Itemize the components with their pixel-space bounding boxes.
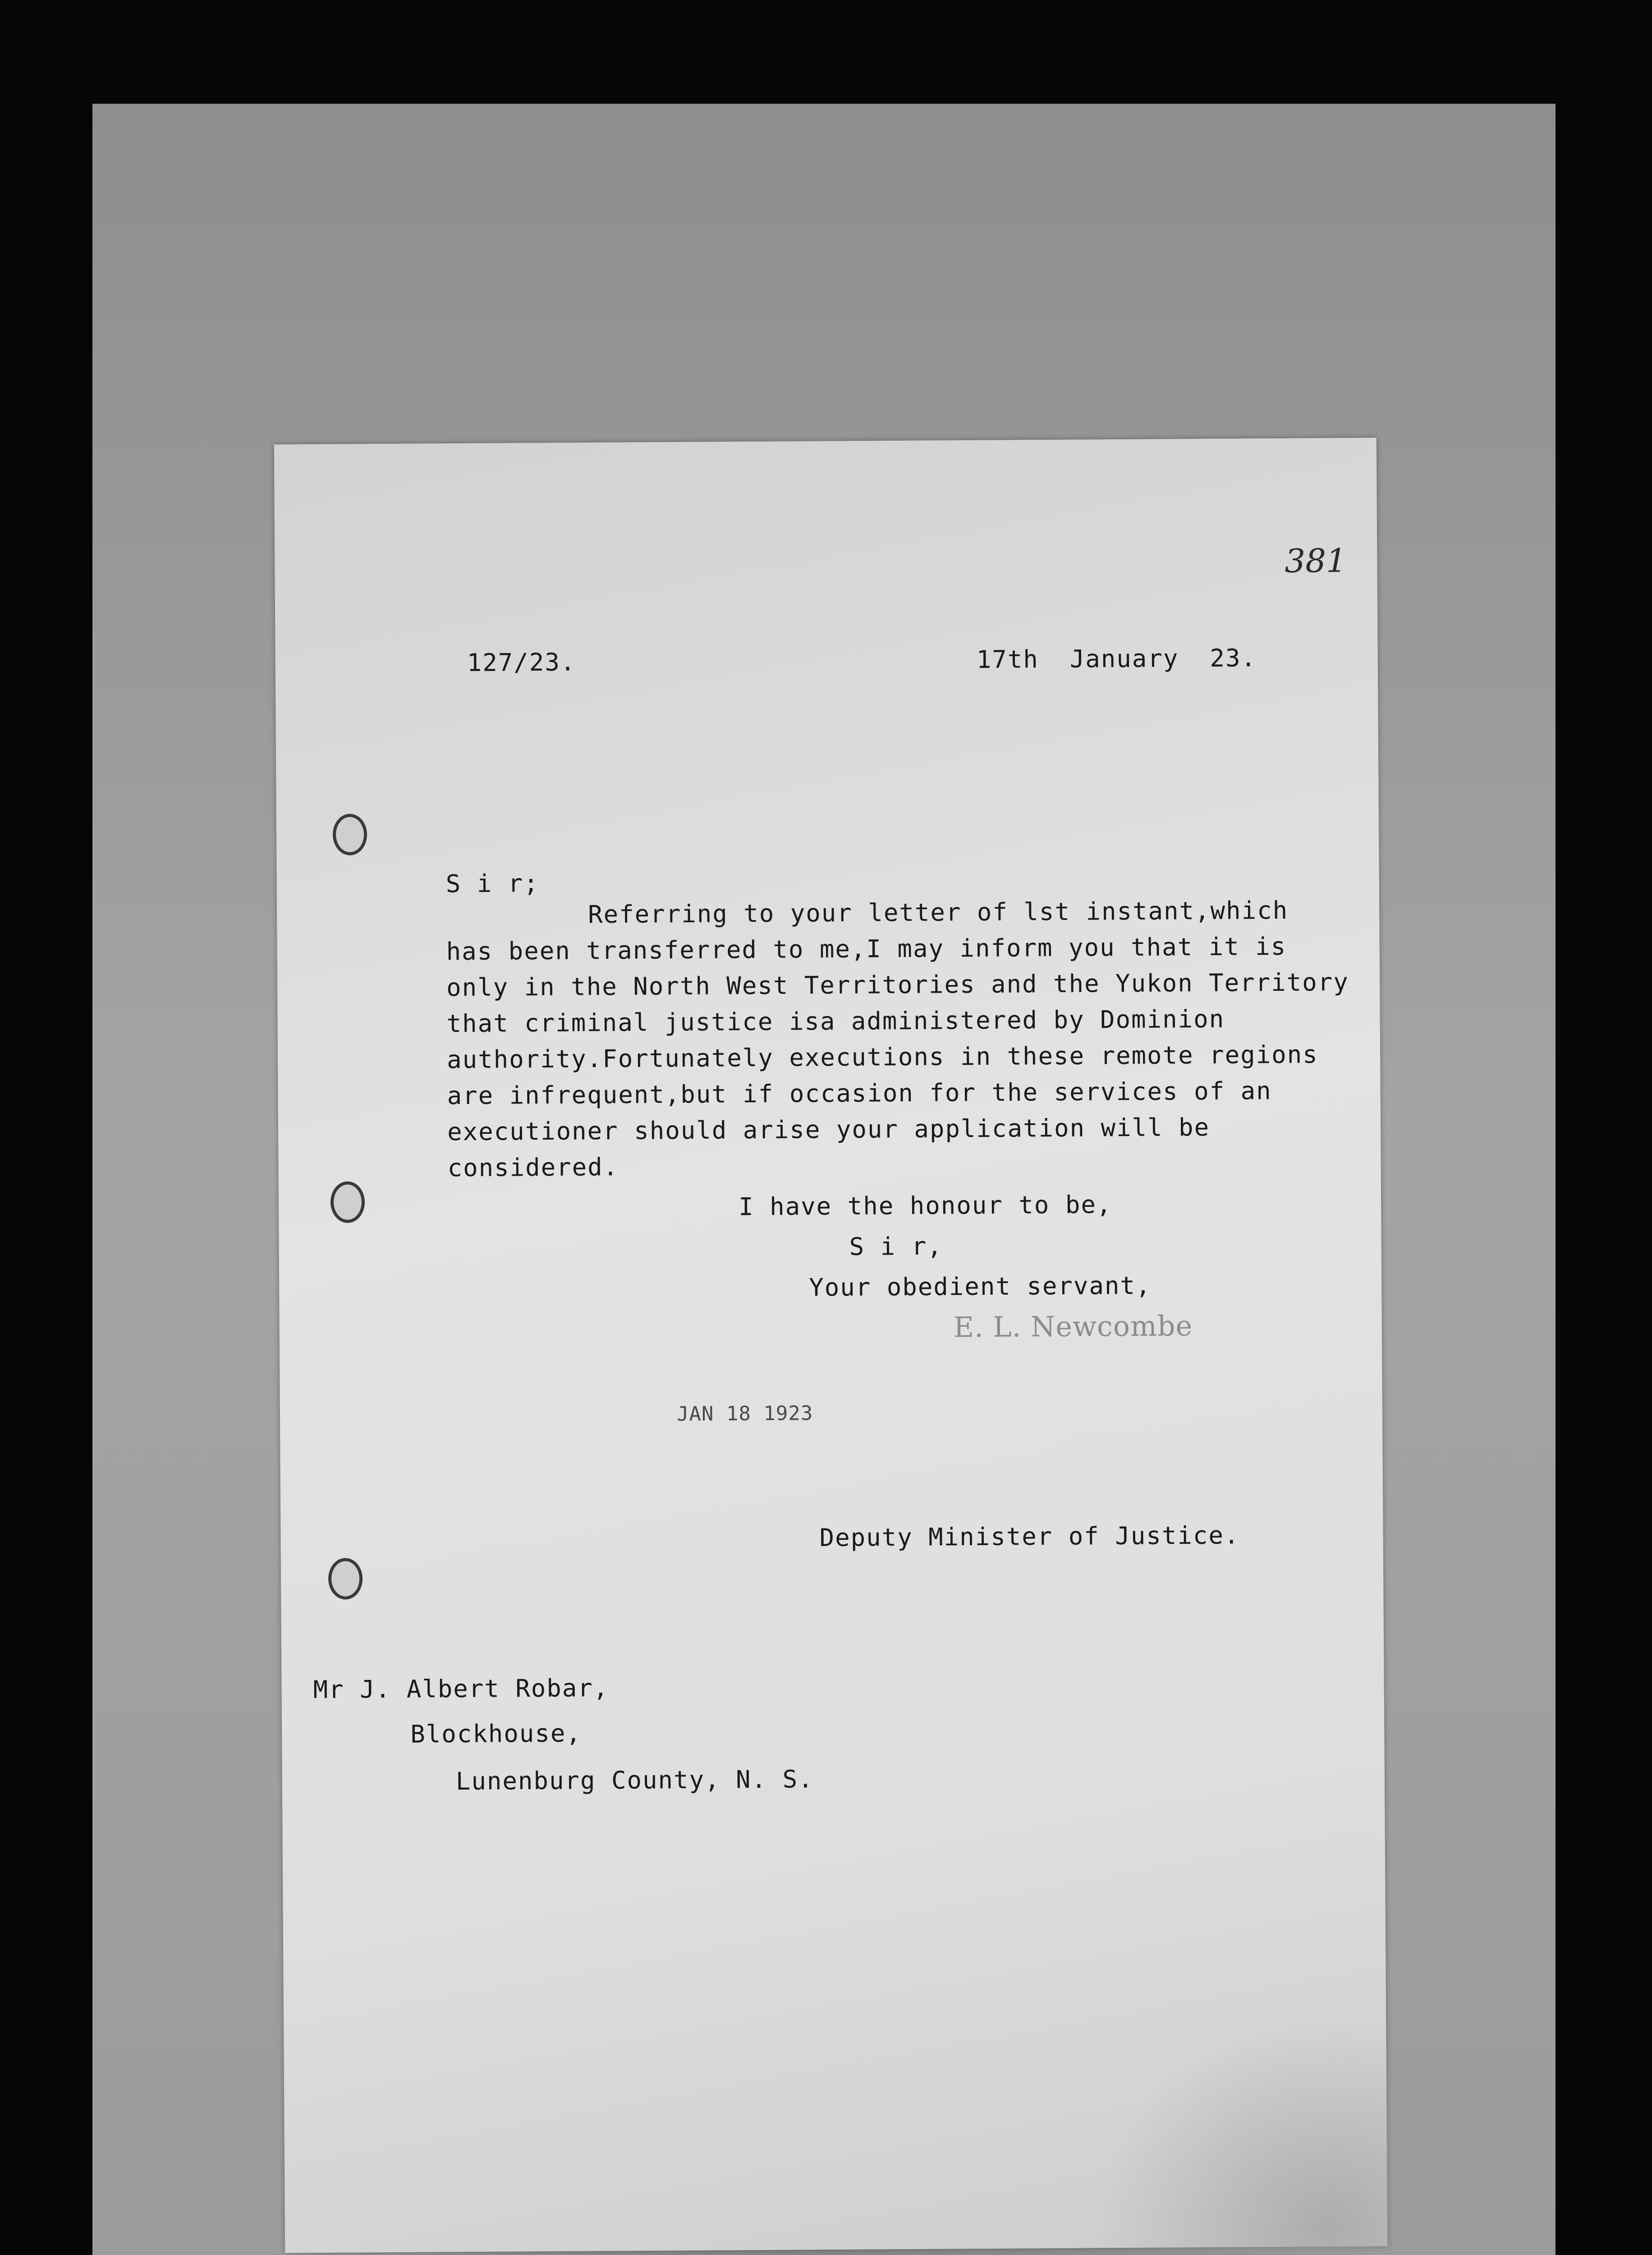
punch-hole-top <box>333 814 367 855</box>
address-line-3: Lunenburg County, N. S. <box>455 1765 814 1796</box>
body-line-5: authority.Fortunately executions in these remote regions <box>446 1040 1318 1074</box>
body-line-3: only in the North West Territories and the Yukon Territory <box>446 967 1349 1002</box>
closing-line-3: Your obedient servant, <box>809 1271 1152 1302</box>
letter-date: 17th January 23. <box>976 644 1257 674</box>
body-line-8: considered. <box>447 1152 619 1183</box>
body-line-4: that criminal justice isa administered by Dominion <box>446 1004 1225 1038</box>
letter-page <box>274 438 1387 2253</box>
address-line-1: Mr J. Albert Robar, <box>313 1674 609 1704</box>
closing-line-1: I have the honour to be, <box>738 1190 1112 1221</box>
received-date-stamp: JAN 18 1923 <box>676 1402 813 1426</box>
salutation: S i r; <box>445 869 539 898</box>
punch-hole-bottom <box>328 1558 363 1599</box>
body-line-7: executioner should arise your application will be <box>447 1113 1210 1146</box>
signer-title: Deputy Minister of Justice. <box>819 1521 1240 1552</box>
file-reference: 127/23. <box>467 648 576 677</box>
punch-hole-middle <box>330 1181 365 1223</box>
paper-curl-shadow <box>1075 1998 1392 2252</box>
signature-stamp: E. L. Newcombe <box>953 1309 1193 1344</box>
page-number: 381 <box>1285 541 1347 580</box>
body-line-1: Referring to your letter of lst instant,which <box>587 896 1289 929</box>
body-line-6: are infrequent,but if occasion for the services of an <box>447 1077 1272 1110</box>
closing-line-2: S i r, <box>849 1232 943 1261</box>
body-line-2: has been transferred to me,I may inform you that it is <box>446 932 1287 966</box>
address-line-2: Blockhouse, <box>410 1719 582 1749</box>
